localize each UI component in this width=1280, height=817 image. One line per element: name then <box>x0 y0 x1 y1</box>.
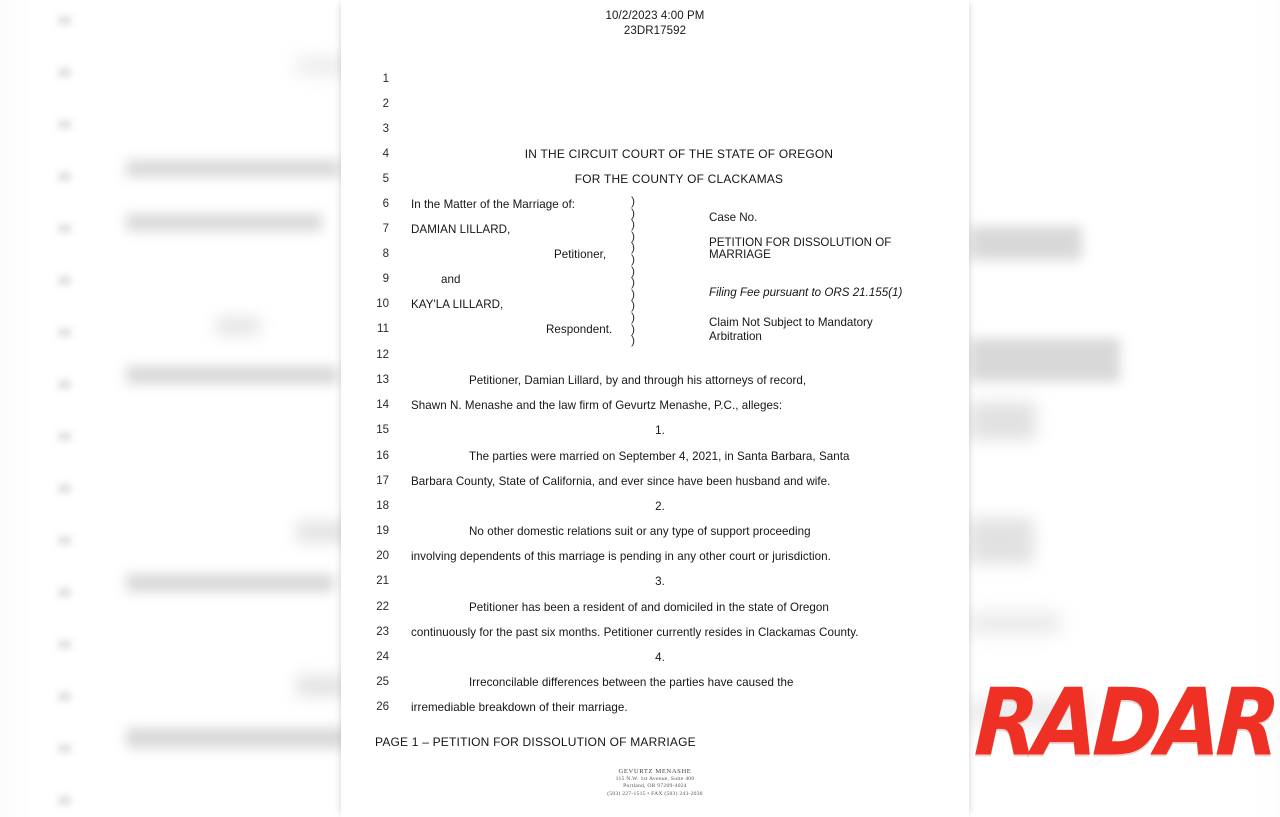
arbitration-note-line-1: Claim Not Subject to Mandatory <box>709 316 873 329</box>
line-number: 13 <box>376 374 389 386</box>
allegation-number: 2. <box>655 500 665 513</box>
allegation-line: irremediable breakdown of their marriage. <box>411 701 628 714</box>
line-number: 25 <box>376 676 389 688</box>
line-number: 18 <box>376 500 389 512</box>
allegation-line: No other domestic relations suit or any type of support proceeding <box>469 525 811 538</box>
allegation-number: 3. <box>655 575 665 588</box>
line-number: 5 <box>382 173 389 185</box>
case-no-label: Case No. <box>709 211 758 224</box>
efiling-header-stamp <box>341 9 969 38</box>
line-number: 23 <box>376 626 389 638</box>
firm-address: 115 N.W. 1st Avenue, Suite 400 <box>615 776 695 782</box>
allegation-line: Irreconcilable differences between the parties have caused the <box>469 676 794 689</box>
line-number: 19 <box>376 525 389 537</box>
line-number: 4 <box>382 148 389 160</box>
caption-petitioner-name: DAMIAN LILLARD, <box>411 223 511 236</box>
caption-divider-parens <box>626 196 640 347</box>
line-number: 1 <box>382 73 389 85</box>
caption-respondent-role: Respondent. <box>546 323 613 336</box>
line-number: 15 <box>376 424 389 436</box>
line-number: 3 <box>382 123 389 135</box>
line-number: 24 <box>376 651 389 663</box>
paren-glyph: ) <box>631 275 635 290</box>
paren-glyph: ) <box>631 309 635 324</box>
line-number: 14 <box>376 399 389 411</box>
petition-title-line-1: PETITION FOR DISSOLUTION OF <box>709 236 892 249</box>
line-number: 10 <box>376 298 389 310</box>
paren-glyph: ) <box>631 205 635 220</box>
caption-respondent-name: KAY'LA LILLARD, <box>411 298 504 311</box>
filing-fee-note: Filing Fee pursuant to ORS 21.155(1) <box>709 286 903 299</box>
radar-watermark-text: RADAR <box>972 668 1278 777</box>
line-number: 2 <box>382 98 389 110</box>
line-number: 20 <box>376 550 389 562</box>
caption-conjunction: and <box>441 273 461 286</box>
line-number: 21 <box>376 575 389 587</box>
line-number: 17 <box>376 475 389 487</box>
paren-glyph: ) <box>631 298 635 313</box>
paren-glyph: ) <box>631 333 635 348</box>
paren-glyph: ) <box>631 194 635 208</box>
page-label: PAGE 1 – PETITION FOR DISSOLUTION OF MARRIAGE <box>375 735 696 749</box>
allegation-number: 4. <box>655 651 665 664</box>
efiling-case-number: 23DR17592 <box>623 24 687 37</box>
allegation-line: Petitioner has been a resident of and domiciled in the state of Oregon <box>469 601 829 614</box>
allegation-line: continuously for the past six months. Petitioner currently resides in Clackamas County. <box>411 626 859 639</box>
line-number: 12 <box>376 349 389 361</box>
paren-glyph: ) <box>631 321 635 336</box>
allegation-line: involving dependents of this marriage is pending in any other court or jurisdiction. <box>411 550 831 563</box>
paren-glyph: ) <box>631 263 635 278</box>
efiling-timestamp: 10/2/2023 4:00 PM <box>605 10 705 22</box>
paren-glyph: ) <box>631 251 635 266</box>
court-title-line-2: FOR THE COUNTY OF CLACKAMAS <box>574 172 784 186</box>
firm-name: GEVURTZ MENASHE <box>618 768 692 775</box>
court-title-line-1: IN THE CIRCUIT COURT OF THE STATE OF OREGON <box>524 147 834 161</box>
firm-city: Portland, OR 97209-4024 <box>623 783 687 790</box>
allegation-number: 1. <box>655 424 665 437</box>
caption-matter-of: In the Matter of the Marriage of: <box>411 198 576 211</box>
preamble-line-2: Shawn N. Menashe and the law firm of Gevurtz Menashe, P.C., alleges: <box>411 399 783 412</box>
paren-glyph: ) <box>631 240 635 255</box>
line-number: 9 <box>382 273 389 285</box>
paren-glyph: ) <box>631 228 635 243</box>
line-number: 11 <box>377 323 389 335</box>
petition-title-line-2: MARRIAGE <box>709 248 771 261</box>
allegation-line: Barbara County, State of California, and ever since have been husband and wife. <box>411 475 831 488</box>
preamble-line-1: Petitioner, Damian Lillard, by and through his attorneys of record, <box>469 374 807 387</box>
line-number: 22 <box>376 601 389 613</box>
line-number: 6 <box>382 198 389 210</box>
paren-glyph: ) <box>631 286 635 301</box>
firm-phone: (503) 227-1515 • FAX (503) 243-2038 <box>607 790 703 797</box>
document-page <box>341 0 969 817</box>
line-number: 8 <box>382 248 389 260</box>
law-firm-footer <box>341 768 969 798</box>
line-number: 26 <box>376 701 389 713</box>
paren-glyph: ) <box>631 217 635 232</box>
line-number: 16 <box>376 450 389 462</box>
arbitration-note-line-2: Arbitration <box>709 330 762 343</box>
caption-petitioner-role: Petitioner, <box>554 248 607 261</box>
line-number: 7 <box>382 223 389 235</box>
allegation-line: The parties were married on September 4, 2021, in Santa Barbara, Santa <box>469 450 850 463</box>
